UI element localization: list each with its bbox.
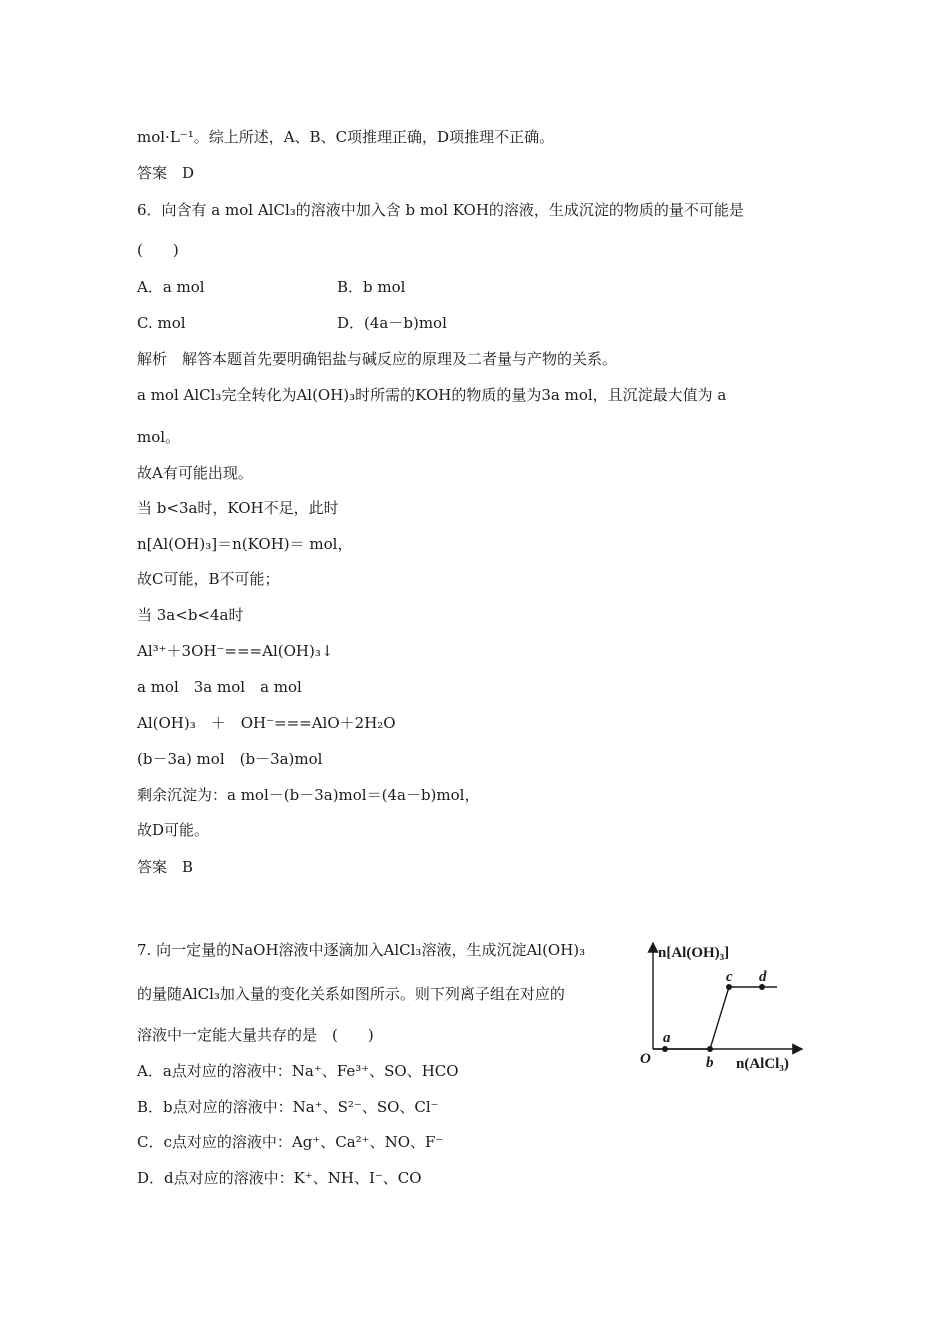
label-c: c xyxy=(726,969,733,985)
q7-option-b: B．b点对应的溶液中：Na⁺、S²⁻、SO、Cl⁻ xyxy=(137,1098,439,1116)
q6-option-c: C. mol xyxy=(137,314,186,332)
question-7-stem: 的量随AlCl₃加入量的变化关系如图所示。则下列离子组在对应的 xyxy=(137,985,565,1003)
q6-option-d: D．(4a－b)mol xyxy=(337,314,447,332)
q7-option-c: C．c点对应的溶液中：Ag⁺、Ca²⁺、NO、F⁻ xyxy=(137,1133,444,1151)
analysis-line: 故C可能，B不可能； xyxy=(137,570,280,588)
analysis-line: 当 3a<b<4a时 xyxy=(137,606,244,624)
analysis-line: n[Al(OH)₃]＝n(KOH)＝ mol， xyxy=(137,535,353,553)
reaction-amounts-1: a mol 3a mol a mol xyxy=(137,678,302,696)
curve-line xyxy=(653,987,777,1049)
analysis-line: 故D可能。 xyxy=(137,821,210,839)
x-axis-label: n(AlCl₃) xyxy=(736,1056,789,1072)
answer-6: 答案 B xyxy=(137,858,194,876)
label-b: b xyxy=(706,1055,714,1071)
analysis-line: 故A有可能出现。 xyxy=(137,464,253,482)
analysis-line: a mol AlCl₃完全转化为Al(OH)₃时所需的KOH的物质的量为3a mol，且沉淀最大值为 a xyxy=(137,386,727,404)
analysis-line: 当 b<3a时，KOH不足，此时 xyxy=(137,499,339,517)
origin-label: O xyxy=(640,1051,651,1067)
question-7-stem: 溶液中一定能大量共存的是 ( ) xyxy=(137,1026,374,1044)
question-6-bracket: ( ) xyxy=(137,241,179,259)
answer-5: 答案 D xyxy=(137,164,195,182)
precipitate-graph xyxy=(630,935,810,1080)
q7-option-d: D．d点对应的溶液中：K⁺、NH、I⁻、CO xyxy=(137,1169,422,1187)
label-d: d xyxy=(759,969,767,985)
q6-option-a: A．a mol xyxy=(137,278,205,296)
previous-answer-continuation: mol·L⁻¹。综上所述，A、B、C项推理正确，D项推理不正确。 xyxy=(137,128,555,146)
y-axis-label: n[Al(OH)₃] xyxy=(658,945,730,961)
label-a: a xyxy=(663,1030,671,1046)
point-b xyxy=(707,1046,713,1052)
reaction-amounts-2: (b－3a) mol (b－3a)mol xyxy=(137,750,323,768)
analysis-line: mol。 xyxy=(137,428,181,446)
q7-option-a: A．a点对应的溶液中：Na⁺、Fe³⁺、SO、HCO xyxy=(137,1062,459,1080)
q6-option-b: B．b mol xyxy=(337,278,406,296)
reaction-equation-2: Al(OH)₃ ＋ OH⁻===AlO＋2H₂O xyxy=(137,714,396,732)
point-a xyxy=(662,1046,668,1052)
analysis-intro: 解析 解答本题首先要明确铝盐与碱反应的原理及二者量与产物的关系。 xyxy=(137,350,618,368)
analysis-line: 剩余沉淀为：a mol－(b－3a)mol＝(4a－b)mol， xyxy=(137,786,480,804)
reaction-equation-1: Al³⁺＋3OH⁻===Al(OH)₃↓ xyxy=(137,642,334,660)
question-6-stem: 6．向含有 a mol AlCl₃的溶液中加入含 b mol KOH的溶液，生成沉淀的物质的量不可能是 xyxy=(137,201,744,219)
question-7-stem: 7. 向一定量的NaOH溶液中逐滴加入AlCl₃溶液，生成沉淀Al(OH)₃ xyxy=(137,941,586,959)
